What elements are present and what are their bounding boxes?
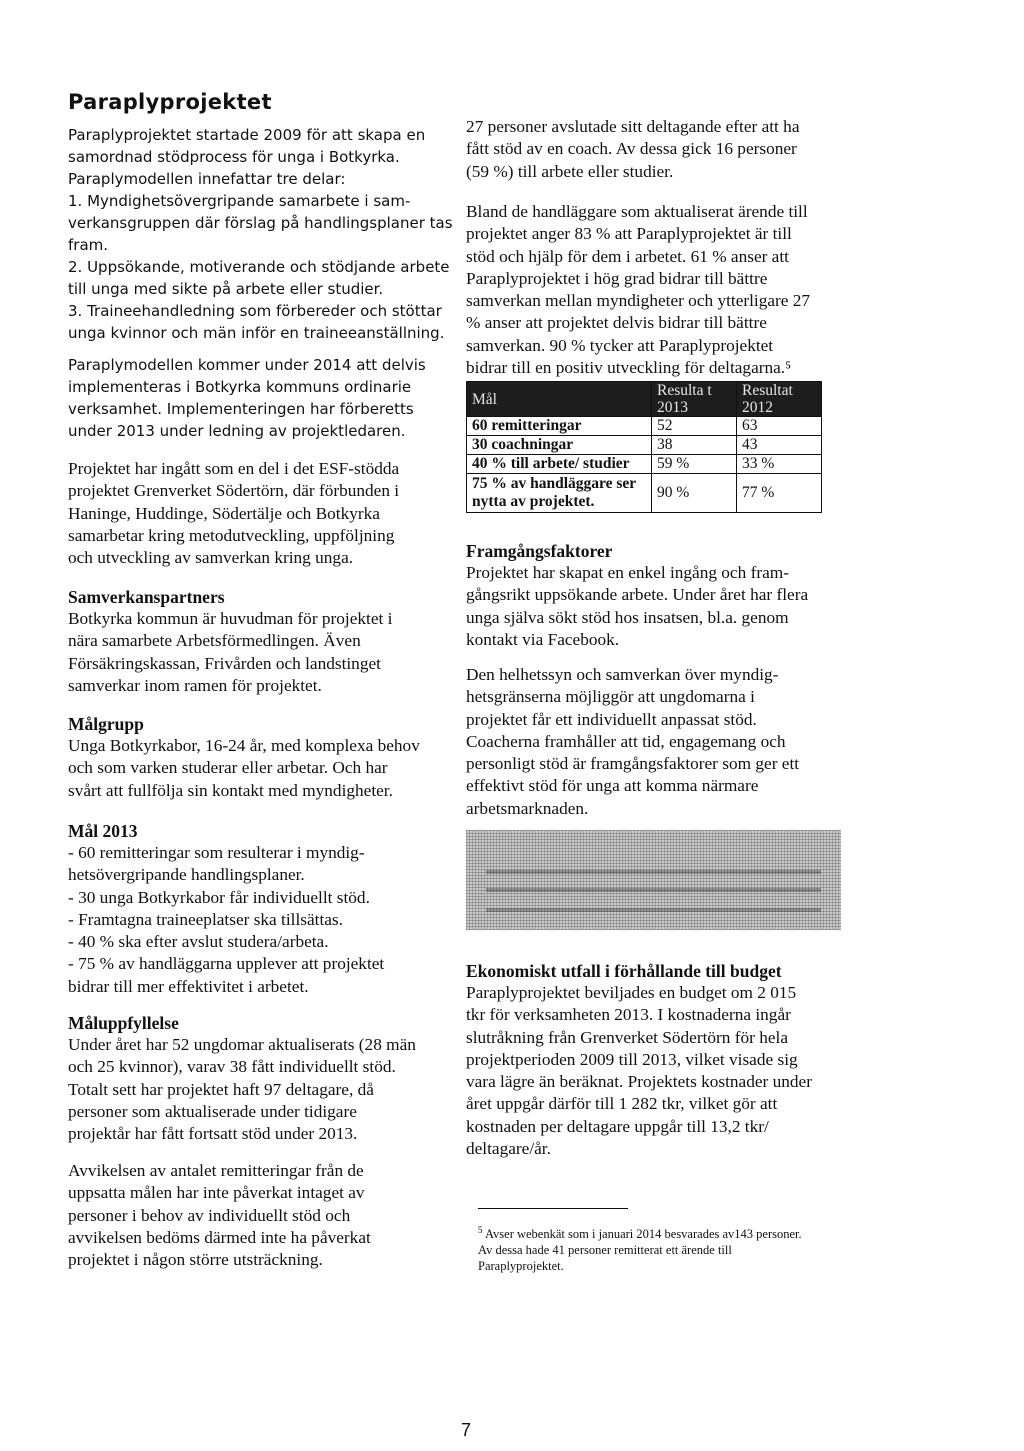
holistic-paragraph — [466, 664, 846, 820]
text-line: Projektet har ingått som en del i det ESF-stödda — [68, 459, 400, 478]
text-line: personer i behov av individuellt stöd och — [68, 1205, 351, 1225]
footnote-line — [478, 1222, 858, 1242]
page-title: Paraplyprojektet — [68, 90, 272, 114]
table-header-cell: Mål — [467, 382, 652, 417]
text-line: kostnaden per deltagare uppgår till 13,2 tkr/ — [466, 1116, 769, 1136]
text-line: 2. Uppsökande, motiverande och stödjande arbete — [68, 258, 450, 276]
text-line: 27 personer avslutade sitt deltagande efter att ha — [466, 117, 800, 136]
table-row — [467, 436, 822, 455]
text-line: till unga med sikte på arbete eller studier. — [68, 280, 384, 298]
text-line: bidrar till mer effektivitet i arbetet. — [68, 976, 309, 996]
text-line: Botkyrka kommun är huvudman för projektet i — [68, 609, 393, 628]
text-line: vara lägre än beräknat. Projektets kostnader under — [466, 1072, 812, 1092]
table-cell: 52 — [652, 417, 737, 436]
goals-section — [68, 820, 448, 998]
text-line: Den helhetssyn och samverkan över myndig- — [466, 665, 779, 684]
survey-paragraph — [466, 201, 846, 379]
text-line: Paraplymodellen kommer under 2014 att delvis — [68, 356, 426, 374]
footnote — [478, 1222, 858, 1274]
text-line: effektivt stöd för unga att komma närmare — [466, 776, 759, 796]
text-line: svårt att fullfölja sin kontakt med myndigheter. — [68, 780, 393, 800]
partners-section — [68, 586, 448, 697]
text-line: bidrar till en positiv utveckling för deltagarna.⁵ — [466, 358, 792, 378]
text-line: Försäkringskassan, Frivården och landstinget — [68, 653, 381, 673]
text-line: unga själva sökt stöd hos insatsen, bl.a. genom — [466, 607, 789, 627]
table-row — [467, 455, 822, 474]
table-header-cell: Resultat 2012 — [737, 382, 822, 417]
results-table — [466, 381, 822, 513]
text-line: deltagare/år. — [466, 1139, 551, 1159]
text-line: samordnad stödprocess för unga i Botkyrka. — [68, 148, 400, 166]
intro-paragraph — [68, 124, 453, 344]
text-line: projektet Grenverket Södertörn, där förbunden i — [68, 481, 400, 501]
success-section — [466, 540, 846, 651]
text-line: projektår har fått fortsatt stöd under 2013. — [68, 1124, 358, 1144]
text-line: samarbetar kring metodutveckling, uppföljning — [68, 525, 395, 545]
text-line: 1. Myndighetsövergripande samarbete i sam- — [68, 192, 411, 210]
text-line: fått stöd av en coach. Av dessa gick 16 personer — [466, 139, 797, 159]
footnote-line: Paraplyprojektet. — [478, 1259, 564, 1274]
text-line: verkansgruppen där förslag på handlingsplaner tas — [68, 214, 453, 232]
table-cell: 30 coachningar — [467, 436, 652, 455]
text-line: året uppgår därför till 1 282 tkr, vilket gör att — [466, 1094, 778, 1114]
text-line: fram. — [68, 236, 109, 254]
text-line: Paraplyprojektet startade 2009 för att skapa en — [68, 126, 426, 144]
deviation-paragraph — [68, 1160, 448, 1271]
table-cell: 75 % av handläggare ser nytta av projektet. — [467, 474, 652, 513]
illegible-image-block — [466, 830, 841, 930]
text-line: slutråkning från Grenverket Södertörn för hela — [466, 1027, 788, 1047]
text-line: - Framtagna traineeplatser ska tillsättas. — [68, 909, 343, 929]
implementation-paragraph — [68, 354, 448, 442]
section-heading: Ekonomiskt utfall i förhållande till budget — [466, 961, 782, 981]
text-line: personer som aktualiserade under tidigare — [68, 1101, 357, 1121]
text-line: Avvikelsen av antalet remitteringar från de — [68, 1161, 364, 1180]
text-line: under 2013 under ledning av projektledaren. — [68, 422, 406, 440]
text-line: (59 %) till arbete eller studier. — [466, 161, 674, 181]
text-line: Under året har 52 ungdomar aktualiserats (28 män — [68, 1035, 416, 1054]
text-line: och utveckling av samverkan kring unga. — [68, 548, 354, 568]
text-line: gångsrikt uppsökande arbete. Under året har flera — [466, 585, 809, 605]
table-row — [467, 474, 822, 513]
text-line: Paraplyprojektet beviljades en budget om 2 015 — [466, 983, 797, 1002]
table-cell: 59 % — [652, 455, 737, 474]
fulfilment-section — [68, 1012, 448, 1145]
economy-section — [466, 960, 846, 1160]
text-line: tkr för verksamheten 2013. I kostnaderna ingår — [466, 1005, 791, 1025]
text-line: arbetsmarknaden. — [466, 798, 589, 818]
text-line: Totalt sett har projektet haft 97 deltagare, då — [68, 1079, 374, 1099]
table-cell: 77 % — [737, 474, 822, 513]
table-cell: 33 % — [737, 455, 822, 474]
text-line: implementeras i Botkyrka kommuns ordinarie — [68, 378, 412, 396]
footnote-mark: 5 — [478, 1225, 483, 1235]
table-header-row — [467, 382, 822, 417]
text-line: - 60 remitteringar som resulterar i myndig- — [68, 843, 365, 862]
text-line: 3. Traineehandledning som förbereder och stöttar — [68, 302, 442, 320]
text-line: verksamhet. Implementeringen har förberetts — [68, 400, 414, 418]
table-cell: 63 — [737, 417, 822, 436]
text-line: Projektet har skapat en enkel ingång och fram- — [466, 563, 789, 582]
text-line: samverkan. 90 % tycker att Paraplyprojektet — [466, 335, 774, 355]
text-line: % anser att projektet delvis bidrar till bättre — [466, 313, 767, 333]
text-line: Unga Botkyrkabor, 16-24 år, med komplexa behov — [68, 736, 420, 755]
footnote-rule — [478, 1208, 628, 1209]
text-line: samverkar inom ramen för projektet. — [68, 675, 322, 695]
text-line: projektet anger 83 % att Paraplyprojektet är till — [466, 224, 792, 244]
text-line: och 25 kvinnor), varav 38 fått individuellt stöd. — [68, 1057, 396, 1077]
text-line: kontakt via Facebook. — [466, 629, 620, 649]
text-line: Paraplymodellen innefattar tre delar: — [68, 170, 346, 188]
table-cell: 40 % till arbete/ studier — [467, 455, 652, 474]
section-heading: Mål 2013 — [68, 821, 138, 841]
footnote-text: Avser webenkät som i januari 2014 besvarades av143 personer. — [484, 1227, 802, 1242]
text-line: unga kvinnor och män inför en traineeanställning. — [68, 324, 445, 342]
text-line: nära samarbete Arbetsförmedlingen. Även — [68, 631, 361, 651]
text-line: stöd och hjälp för dem i arbetet. 61 % anser att — [466, 246, 789, 266]
page-number: 7 — [461, 1420, 472, 1440]
text-line: samverkan mellan myndigheter och ytterligare 27 — [466, 291, 811, 311]
section-heading: Framgångsfaktorer — [466, 541, 613, 561]
text-line: Paraplyprojektet i hög grad bidrar till bättre — [466, 268, 768, 288]
section-heading: Målgrupp — [68, 714, 144, 734]
section-heading: Måluppfyllelse — [68, 1013, 179, 1033]
completed-paragraph — [466, 116, 846, 183]
text-line: projektperioden 2009 till 2013, vilket visade sig — [466, 1049, 798, 1069]
section-heading: Samverkanspartners — [68, 587, 225, 607]
text-line: Coacherna framhåller att tid, engagemang och — [466, 731, 786, 751]
text-line: avvikelsen bedöms därmed inte ha påverkat — [68, 1227, 371, 1247]
table-header-cell: Resulta t 2013 — [652, 382, 737, 417]
text-line: uppsatta målen har inte påverkat intaget av — [68, 1183, 365, 1203]
text-line: personligt stöd är framgångsfaktorer som ger ett — [466, 754, 800, 774]
table-cell: 43 — [737, 436, 822, 455]
text-line: - 30 unga Botkyrkabor får individuellt stöd. — [68, 887, 370, 907]
table-cell: 90 % — [652, 474, 737, 513]
text-line: projektet i någon större utsträckning. — [68, 1250, 323, 1270]
text-line: - 75 % av handläggarna upplever att projektet — [68, 954, 385, 974]
text-line: hetsövergripande handlingsplaner. — [68, 865, 305, 885]
text-line: och som varken studerar eller arbetar. Och har — [68, 758, 388, 778]
footnote-line: Av dessa hade 41 personer remitterat ett ärende till — [478, 1243, 732, 1258]
table-cell: 60 remitteringar — [467, 417, 652, 436]
table-cell: 38 — [652, 436, 737, 455]
text-line: Haninge, Huddinge, Södertälje och Botkyrka — [68, 503, 380, 523]
esf-paragraph — [68, 458, 448, 569]
table-row — [467, 417, 822, 436]
text-line: hetsgränserna möjliggör att ungdomarna i — [466, 687, 755, 707]
text-line: projektet får ett individuellt anpassat stöd. — [466, 709, 757, 729]
text-line: - 40 % ska efter avslut studera/arbeta. — [68, 932, 329, 952]
target-group-section — [68, 713, 448, 802]
text-line: Bland de handläggare som aktualiserat ärende till — [466, 202, 808, 221]
